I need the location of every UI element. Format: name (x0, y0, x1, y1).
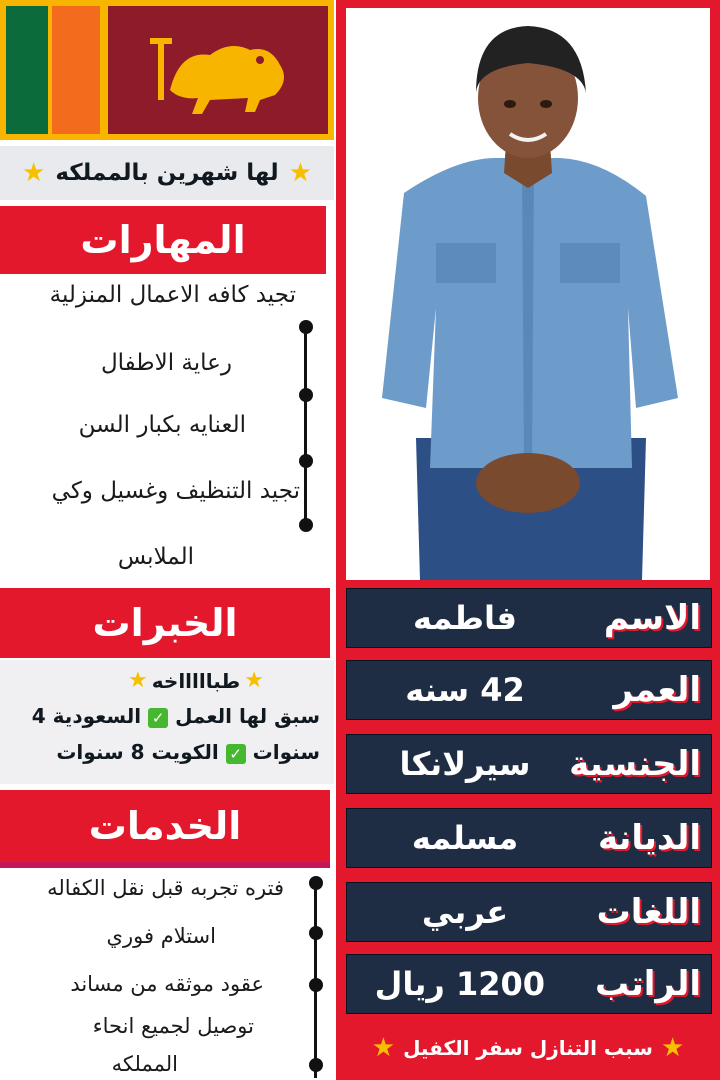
star-icon: ★ (22, 158, 46, 188)
info-row-age (346, 660, 712, 720)
skill-item: تجيد كافه الاعمال المنزلية (49, 282, 296, 308)
experience-line-1: سبق لها العمل ✓ السعودية 4 (31, 704, 320, 728)
info-label: الاسم (603, 598, 701, 638)
cook-line (128, 668, 264, 693)
timeline-dot (309, 978, 323, 992)
skills-title: المهارات (0, 206, 326, 274)
lion-icon (140, 20, 300, 120)
timeline-dot (299, 518, 313, 532)
info-label: اللغات (596, 892, 701, 932)
info-value: مسلمه (411, 819, 519, 857)
flag-orange-stripe (52, 6, 100, 134)
info-value: عربي (421, 893, 509, 931)
service-item: استلام فوري (106, 924, 216, 948)
timeline-line (304, 324, 307, 524)
info-label: الراتب (595, 964, 701, 1004)
info-value: سيرلانكا (399, 745, 531, 783)
transfer-reason-banner (346, 1026, 710, 1070)
timeline-dot (309, 1058, 323, 1072)
info-value: 1200 ريال (374, 965, 545, 1003)
timeline-dot (309, 926, 323, 940)
info-label: الديانة (598, 818, 701, 858)
person-illustration (346, 8, 710, 580)
experience-line-2: سنوات ✓ الكويت 8 سنوات (56, 740, 320, 764)
service-item: عقود موثقه من مساند (70, 972, 264, 996)
service-item: فتره تجربه قبل نقل الكفاله (47, 876, 284, 900)
info-row-salary (346, 954, 712, 1014)
info-row-name (346, 588, 712, 648)
star-icon: ★ (244, 668, 264, 693)
experience-title: الخبرات (0, 588, 330, 658)
stay-duration-text: لها شهرين بالمملكه (55, 160, 279, 186)
skill-item: تجيد التنظيف وغسيل وكي (51, 478, 300, 504)
info-row-languages (346, 882, 712, 942)
info-panel (336, 584, 720, 1080)
sri-lanka-flag (0, 0, 334, 140)
worker-photo (346, 8, 710, 580)
star-icon: ★ (371, 1033, 396, 1063)
star-icon: ★ (288, 158, 312, 188)
photo-frame (336, 0, 720, 584)
info-value: فاطمه (413, 599, 517, 637)
skills-list (0, 280, 330, 585)
info-row-nationality (346, 734, 712, 794)
timeline-dot (309, 876, 323, 890)
services-list (0, 868, 330, 1080)
experience-box (0, 660, 334, 784)
skill-item: العنايه بكبار السن (78, 412, 246, 438)
timeline-dot (299, 388, 313, 402)
star-icon: ★ (660, 1033, 685, 1063)
checkmark-icon: ✓ (226, 744, 246, 764)
star-icon: ★ (128, 668, 148, 693)
skill-item: الملابس (117, 544, 194, 570)
skill-item: رعاية الاطفال (100, 350, 232, 376)
transfer-reason-text: سبب التنازل سفر الكفيل (403, 1036, 653, 1060)
service-item: توصيل لجميع انحاء (92, 1014, 254, 1038)
stay-duration-banner (0, 146, 334, 200)
info-label: الجنسية (569, 744, 701, 784)
service-item: المملكه (111, 1052, 178, 1076)
services-title: الخدمات (0, 790, 330, 868)
timeline-dot (299, 454, 313, 468)
info-label: العمر (613, 670, 701, 710)
timeline-dot (299, 320, 313, 334)
flag-green-stripe (6, 6, 48, 134)
info-row-religion (346, 808, 712, 868)
cook-text: طباااااخه (151, 668, 241, 693)
checkmark-icon: ✓ (148, 708, 168, 728)
info-value: 42 سنه (405, 671, 525, 709)
